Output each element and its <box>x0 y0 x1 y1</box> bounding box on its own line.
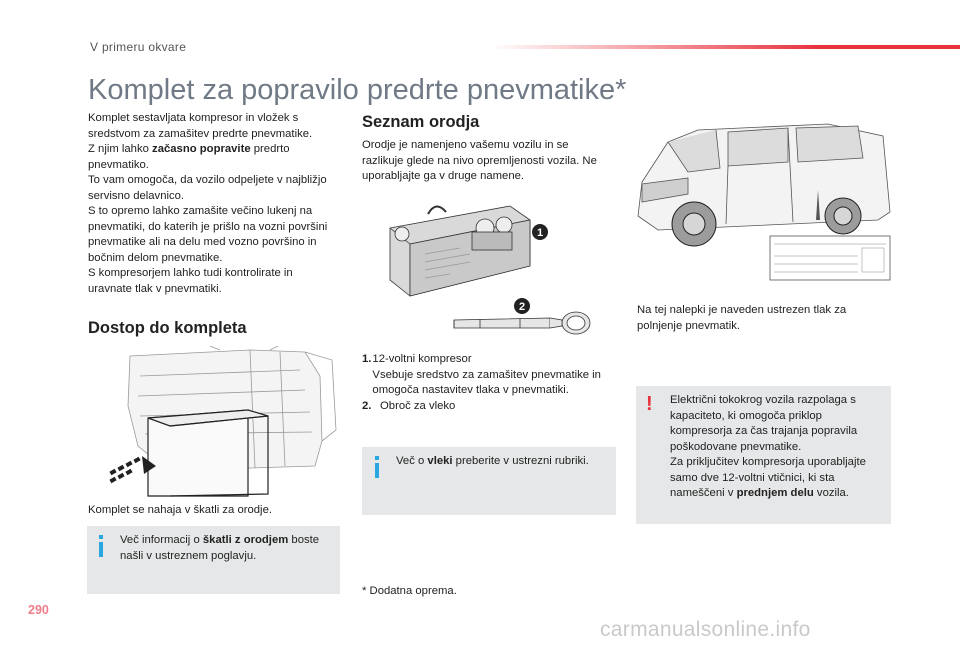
compressor-kit-illustration <box>380 198 580 300</box>
page-number: 290 <box>28 603 49 617</box>
intro-line: To vam omogoča, da vozilo odpeljete v najbližjo servisno delavnico. <box>88 174 327 202</box>
tyre-label <box>770 236 890 280</box>
list-item: 2. Obroč za vleko <box>362 399 456 412</box>
callout-2-label: 2 <box>518 301 526 313</box>
info-icon <box>99 535 103 539</box>
access-heading: Dostop do kompleta <box>88 319 247 337</box>
intro-text <box>88 111 333 297</box>
warning-icon: ! <box>646 393 653 415</box>
tool-list <box>362 352 620 414</box>
intro-line: S kompresorjem lahko tudi kontrolirate in uravnate tlak v pnevmatiki. <box>88 267 293 295</box>
watermark: carmanualsonline.info <box>600 618 811 641</box>
towing-info-text: Več o vleki preberite v ustrezni rubriki. <box>396 455 589 467</box>
page-title: Komplet za popravilo predrte pnevmatike* <box>88 74 627 106</box>
intro-line: Komplet sestavljata kompresor in vložek s sredstvom za zamašitev predrte pnevmatike. <box>88 112 313 140</box>
footnote: * Dodatna oprema. <box>362 585 457 597</box>
seat-toolbox-illustration <box>100 346 340 498</box>
warning-text: Električni tokokrog vozila razpolaga s kapaciteto, ki omogoča priklop kompresorja za čas trajanja popravila poškodovane pnevmatike. Za priključitev kompresorja uporabljajte samo dve 12-voltni vtičnici, ki sta nameščeni v prednjem delu vozila. <box>670 394 866 499</box>
toolbox-info-box <box>87 526 340 594</box>
callout-1-label: 1 <box>536 227 544 239</box>
info-icon-bar <box>375 463 379 478</box>
electrical-warning-box <box>636 386 891 524</box>
tools-heading: Seznam orodja <box>362 113 480 131</box>
toolbox-info-text: Več informacij o škatli z orodjem boste našli v ustreznem poglavju. <box>120 534 320 562</box>
header-accent-bar <box>490 45 960 49</box>
tyre-label-caption: Na tej nalepki je naveden ustrezen tlak za polnjenje pnevmatik. <box>637 304 847 332</box>
section-label: V primeru okvare <box>90 40 187 54</box>
list-item: 1. 12-voltni kompresor Vsebuje sredstvo za zamašitev pnevmatike in omogoča nastavitev tlaka v pnevmatiki. <box>362 353 601 396</box>
towing-eye-illustration <box>450 296 600 338</box>
van-tyre-label-illustration <box>628 112 893 284</box>
seat-caption: Komplet se nahaja v škatli za orodje. <box>88 504 272 516</box>
towing-info-box <box>362 447 616 515</box>
tools-intro: Orodje je namenjeno vašemu vozilu in se razlikuje glede na nivo opremljenosti vozila. Ne uporabljajte ga v druge namene. <box>362 139 597 182</box>
info-icon <box>375 456 379 460</box>
intro-line: S to opremo lahko zamašite večino lukenj na pnevmatiki, do katerih je prišlo na vozni površini pnevmatike ali na delu med vozno površino in bočnim delom pnevmatike. <box>88 205 328 264</box>
info-icon-bar <box>99 542 103 557</box>
intro-line: Z njim lahko začasno popravite predrto pnevmatiko. <box>88 143 290 171</box>
